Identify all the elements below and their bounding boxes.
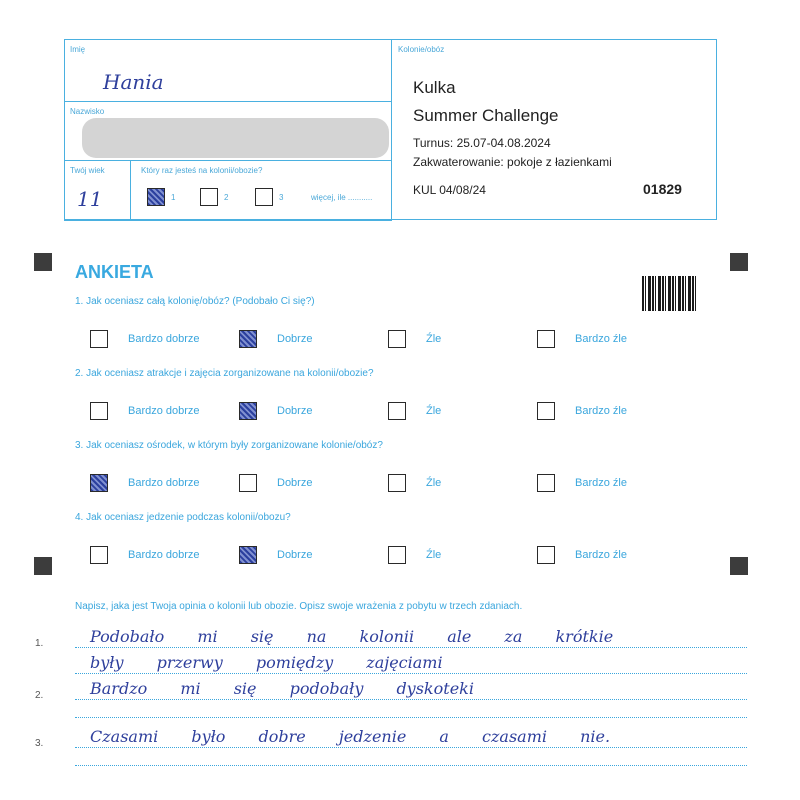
question-3-option-4-label: Bardzo źle xyxy=(575,477,627,489)
question-3-option-3-checkbox[interactable] xyxy=(388,474,406,492)
question-4-option-1-label: Bardzo dobrze xyxy=(128,549,200,561)
question-1-option-2-checkbox[interactable] xyxy=(239,330,257,348)
question-3-option-2-label: Dobrze xyxy=(277,477,313,489)
turnus: Turnus: 25.07-04.08.2024 xyxy=(413,136,551,150)
question-2-option-2-label: Dobrze xyxy=(277,405,313,417)
question-2-option-2-checkbox[interactable] xyxy=(239,402,257,420)
question-4-option-3-checkbox[interactable] xyxy=(388,546,406,564)
question-3-option-1-checkbox[interactable] xyxy=(90,474,108,492)
opinion-line-text[interactable]: Czasami było dobre jedzenie a czasami nie. xyxy=(90,727,611,746)
registration-marker xyxy=(34,253,52,271)
ktory-raz-option-1-checkbox[interactable] xyxy=(147,188,165,206)
opinion-dotted-line xyxy=(75,699,747,700)
wiek-value[interactable]: 11 xyxy=(77,187,103,211)
opinion-dotted-line xyxy=(75,673,747,674)
question-2-option-1-checkbox[interactable] xyxy=(90,402,108,420)
opinion-line-text[interactable]: były przerwy pomiędzy zajęciami xyxy=(90,653,443,672)
nazwisko-label: Nazwisko xyxy=(70,107,105,116)
redacted-surname xyxy=(82,118,389,158)
wiek-cell xyxy=(64,160,131,221)
question-4-option-1-checkbox[interactable] xyxy=(90,546,108,564)
question-4-option-2-label: Dobrze xyxy=(277,549,313,561)
nazwisko-cell xyxy=(64,101,392,161)
ktory-raz-option-1-label: 1 xyxy=(171,193,176,202)
question-1-option-3-label: Źle xyxy=(426,333,442,345)
question-4-text: 4. Jak oceniasz jedzenie podczas kolonii/obozu? xyxy=(75,512,291,523)
registration-marker xyxy=(34,557,52,575)
imie-label: Imię xyxy=(70,45,86,54)
wiecej-label: więcej, ile ........... xyxy=(311,193,373,202)
question-2-option-1-label: Bardzo dobrze xyxy=(128,405,200,417)
registration-marker xyxy=(730,557,748,575)
question-2-option-3-checkbox[interactable] xyxy=(388,402,406,420)
opinion-line-number: 1. xyxy=(35,638,44,649)
camp-program: Summer Challenge xyxy=(413,106,559,125)
question-1-option-4-checkbox[interactable] xyxy=(537,330,555,348)
question-4-option-2-checkbox[interactable] xyxy=(239,546,257,564)
barcode xyxy=(642,276,697,311)
question-1-option-3-checkbox[interactable] xyxy=(388,330,406,348)
question-3-option-1-label: Bardzo dobrze xyxy=(128,477,200,489)
ktory-raz-option-2-label: 2 xyxy=(224,193,229,202)
question-3-option-4-checkbox[interactable] xyxy=(537,474,555,492)
opinion-line-number: 3. xyxy=(35,738,44,749)
opinion-prompt: Napisz, jaka jest Twoja opinia o kolonii lub obozie. Opisz swoje wrażenia z pobytu w trzech zdaniach. xyxy=(75,601,523,612)
ktory-raz-option-3-label: 3 xyxy=(279,193,284,202)
ktory-raz-label: Który raz jesteś na kolonii/obozie? xyxy=(141,166,263,175)
opinion-dotted-line xyxy=(75,765,747,766)
camp-code: KUL 04/08/24 xyxy=(413,183,486,197)
imie-cell xyxy=(64,39,392,102)
question-4-option-3-label: Źle xyxy=(426,549,442,561)
question-4-option-4-label: Bardzo źle xyxy=(575,549,627,561)
opinion-line-number: 2. xyxy=(35,690,44,701)
question-3-text: 3. Jak oceniasz ośrodek, w którym były zorganizowane kolonie/obóz? xyxy=(75,440,383,451)
question-2-text: 2. Jak oceniasz atrakcje i zajęcia zorganizowane na kolonii/obozie? xyxy=(75,368,374,379)
survey-title: ANKIETA xyxy=(75,262,154,282)
ktory-raz-option-3-checkbox[interactable] xyxy=(255,188,273,206)
ktory-raz-cell xyxy=(130,160,392,221)
opinion-line-text[interactable]: Podobało mi się na kolonii ale za krótkie xyxy=(90,627,614,646)
ktory-raz-option-2-checkbox[interactable] xyxy=(200,188,218,206)
question-1-option-4-label: Bardzo źle xyxy=(575,333,627,345)
zakwaterowanie: Zakwaterowanie: pokoje z łazienkami xyxy=(413,155,612,169)
question-2-option-4-checkbox[interactable] xyxy=(537,402,555,420)
question-4-option-4-checkbox[interactable] xyxy=(537,546,555,564)
wiek-label: Twój wiek xyxy=(70,166,105,175)
opinion-dotted-line xyxy=(75,647,747,648)
question-1-text: 1. Jak oceniasz całą kolonię/obóz? (Podobało Ci się?) xyxy=(75,296,315,307)
question-2-option-4-label: Bardzo źle xyxy=(575,405,627,417)
question-1-option-1-label: Bardzo dobrze xyxy=(128,333,200,345)
kolonie-label: Kolonie/obóz xyxy=(398,45,445,54)
registration-marker xyxy=(730,253,748,271)
camp-name: Kulka xyxy=(413,78,456,97)
question-3-option-3-label: Źle xyxy=(426,477,442,489)
question-1-option-1-checkbox[interactable] xyxy=(90,330,108,348)
question-3-option-2-checkbox[interactable] xyxy=(239,474,257,492)
question-2-option-3-label: Źle xyxy=(426,405,442,417)
opinion-dotted-line xyxy=(75,717,747,718)
form-number: 01829 xyxy=(643,181,682,197)
header-form xyxy=(64,39,717,220)
opinion-line-text[interactable]: Bardzo mi się podobały dyskoteki xyxy=(90,679,474,698)
opinion-dotted-line xyxy=(75,747,747,748)
imie-value[interactable]: Hania xyxy=(103,70,164,94)
question-1-option-2-label: Dobrze xyxy=(277,333,313,345)
